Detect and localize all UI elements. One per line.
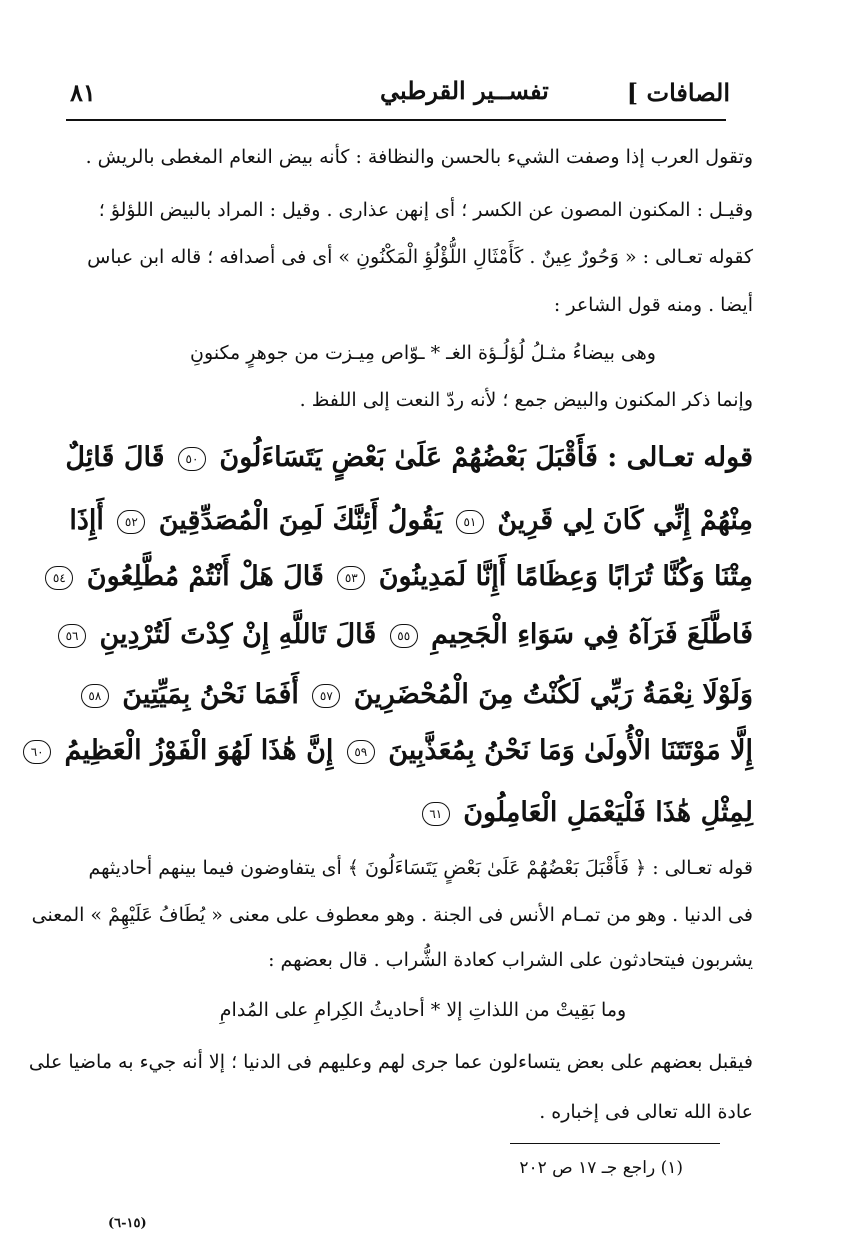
quran-verse-line (83, 670, 753, 720)
quran-verse-line (65, 433, 753, 483)
quran-verse-line (69, 496, 753, 546)
quran-verse-line (30, 726, 753, 776)
ayah-number-marker: ٥٠ (178, 447, 206, 471)
ayah-number-marker: ٥٣ (337, 566, 365, 590)
text-line: فيقبل بعضهم على بعض يتساءلون عما جرى لهم وعليهم فى الدنيا ؛ إلا أنه جيء به ماضيا على (28, 1051, 753, 1073)
verse-text: إِنَّ هَٰذَا لَهُوَ الْفَوْزُ الْعَظِيمُ (64, 735, 334, 766)
verse-text: لِمِثْلِ هَٰذَا فَلْيَعْمَلِ الْعَامِلُونَ (463, 797, 753, 828)
text-line: أيضا . ومنه قول الشاعر : (553, 294, 753, 316)
footnote: (١) راجع جـ ١٧ ص ٢٠٢ (519, 1158, 683, 1178)
verse-text: وَلَوْلَا نِعْمَةُ رَبِّي لَكُنْتُ مِنَ الْمُحْضَرِينَ (353, 679, 753, 710)
page-number: ٨١ (70, 78, 96, 107)
text-line: فى الدنيا . وهو من تمـام الأنس فى الجنة . وهو معطوف على معنى « يُطَافُ عَلَيْهِمْ » المعنى (31, 904, 753, 926)
ayah-number-marker: ٥١ (456, 510, 484, 534)
verse-text: مِتْنَا وَكُنَّا تُرَابًا وَعِظَامًا أَإِنَّا لَمَدِينُونَ (378, 561, 753, 592)
verse-text: إِلَّا مَوْتَتَنَا الْأُولَىٰ وَمَا نَحْنُ بِمُعَذَّبِينَ (388, 735, 753, 766)
header-rule (66, 119, 726, 121)
ayah-number-marker: ٥٤ (45, 566, 73, 590)
book-title: تفســير القرطبي (380, 76, 549, 105)
verse-text: قوله تعـالى : فَأَقْبَلَ بَعْضُهُمْ عَلَىٰ بَعْضٍ يَتَسَاءَلُونَ (219, 442, 753, 473)
ayah-number-marker: ٥٨ (81, 684, 109, 708)
page-header (70, 70, 730, 120)
ayah-number-marker: ٦٠ (23, 740, 51, 764)
text-line: عادة الله تعالى فى إخباره . (539, 1101, 753, 1123)
surah-name: الصافات ] (626, 78, 730, 107)
verse-text: يَقُولُ أَئِنَّكَ لَمِنَ الْمُصَدِّقِينَ (158, 505, 443, 536)
text-line: وإنما ذكر المكنون والبيض جمع ؛ لأنه ردّ النعت إلى اللفظ . (299, 389, 753, 411)
ayah-number-marker: ٥٧ (312, 684, 340, 708)
footnote-rule (510, 1143, 720, 1144)
ayah-number-marker: ٥٥ (390, 624, 418, 648)
text-line: كقوله تعـالى : « وَحُورٌ عِينٌ . كَأَمْثَالِ اللُّؤْلُؤِ الْمَكْنُونِ » أى فى أصدافه ؛ قاله ابن عباس (87, 246, 753, 268)
verse-text: قَالَ قَائِلٌ (65, 442, 165, 473)
text-line: يشربون فيتحادثون على الشراب كعادة الشُّراب . قال بعضهم : (268, 949, 753, 971)
ayah-number-marker: ٥٢ (117, 510, 145, 534)
ayah-number-marker: ٥٩ (347, 740, 375, 764)
ayah-number-marker: ٥٦ (58, 624, 86, 648)
ayah-number-marker: ٦١ (422, 802, 450, 826)
verse-text: مِنْهُمْ إِنِّي كَانَ لِي قَرِينٌ (497, 505, 753, 536)
quran-verse-line (52, 552, 753, 602)
text-line: وقيـل : المكنون المصون عن الكسر ؛ أى إنهن عذارى . وقيل : المراد بالبيض اللؤلؤ ؛ (98, 199, 753, 221)
poem-verse: وهى بيضاءُ مثـلُ لُؤلُـؤة الغـ * ـوّاص مِيـزت من جوهرٍ مكنونِ (190, 342, 656, 364)
verse-text: قَالَ تَاللَّهِ إِنْ كِدْتَ لَتُرْدِينِ (99, 619, 377, 650)
text-line: قوله تعـالى : ﴿ فَأَقْبَلَ بَعْضُهُمْ عَلَىٰ بَعْضٍ يَتَسَاءَلُونَ ﴾ أى يتفاوضون فيما بينهم أحاديثهم (88, 857, 753, 879)
poem-verse: وما بَقِيتْ من اللذاتِ إلا * أحاديثُ الكِرامِ على المُدامِ (219, 999, 627, 1021)
verse-text: فَاطَّلَعَ فَرَآهُ فِي سَوَاءِ الْجَحِيمِ (431, 619, 753, 650)
text-line: وتقول العرب إذا وصفت الشيء بالحسن والنظافة : كأنه بيض النعام المغطى بالريش . (85, 146, 753, 168)
quran-verse-line (65, 610, 753, 660)
verse-text: أَفَمَا نَحْنُ بِمَيِّتِينَ (122, 679, 299, 710)
verse-text: أَإِذَا (69, 505, 104, 536)
quran-verse-line (83, 788, 753, 838)
signature-mark: (١٥-٦) (108, 1216, 147, 1231)
verse-text: قَالَ هَلْ أَنْتُمْ مُطَّلِعُونَ (86, 561, 324, 592)
